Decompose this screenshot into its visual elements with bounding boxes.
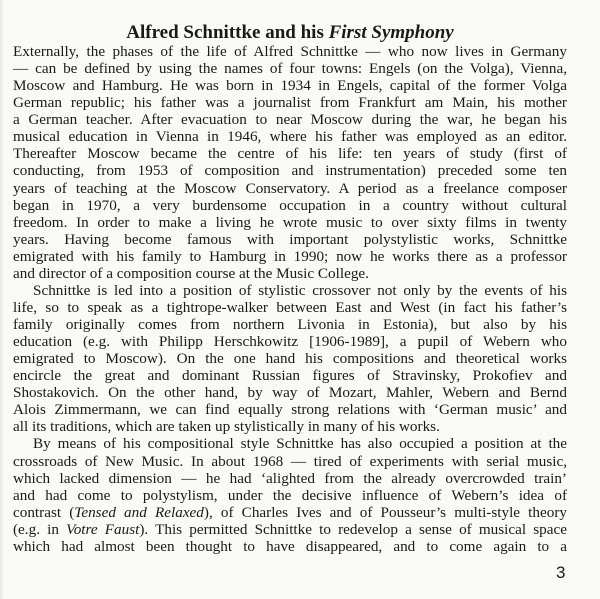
paragraph <box>13 435 567 554</box>
text-line <box>13 333 567 350</box>
text-segment: Moscow and Hamburg. He was born in 1934 in Engels, capital of the former Volga <box>13 77 567 95</box>
text-line <box>13 111 567 128</box>
text-line <box>13 384 567 401</box>
paragraph <box>13 43 567 282</box>
text-line <box>13 282 567 299</box>
text-segment: which lacked dimension — he had ‘alighted from the already overcrowded train’ <box>13 469 567 487</box>
page-edge-shadow <box>0 0 4 599</box>
text-segment: Alois Zimmermann, we can find equally strong relations with ‘German music’ and <box>13 401 567 419</box>
text-segment: Thereafter Moscow became the centre of his life: ten years of study (first of <box>13 145 567 163</box>
text-line <box>13 77 567 94</box>
text-segment: Schnittke is led into a position of stylistic crossover not only by the events of his <box>33 281 567 299</box>
text-segment: life, so to speak as a tightrope-walker between East and West (in fact his father’s <box>13 298 567 316</box>
title-main: Alfred Schnittke and his <box>126 22 329 43</box>
text-segment: a German teacher. After evacuation to near Moscow during the war, he began his <box>13 111 567 129</box>
text-segment: musical education in Vienna in 1946, where his father was employed as an editor. <box>13 128 567 146</box>
text-line <box>13 487 567 504</box>
text-line <box>13 367 567 384</box>
text-line <box>13 145 567 162</box>
text-line <box>13 401 567 418</box>
text-line <box>13 299 567 316</box>
text-segment: German republic; his father was a journalist from Frankfurt am Main, his mother <box>13 94 567 112</box>
page-title <box>0 22 580 44</box>
text-segment: all its traditions, which are taken up stylistically in many of his works. <box>13 418 440 436</box>
text-line <box>13 231 567 248</box>
text-line <box>13 197 567 214</box>
text-segment: emigrated to Moscow). On the one hand his compositions and theoretical works <box>13 350 567 368</box>
text-segment: (e.g. in <box>13 520 67 538</box>
text-segment: ). This permitted Schnittke to redevelop a sense of musical space <box>139 520 567 538</box>
text-line <box>13 504 567 521</box>
text-line <box>13 214 567 231</box>
text-line <box>13 350 567 367</box>
text-segment: began in 1970, a very burdensome occupation in a country without cultural <box>13 196 567 214</box>
text-line <box>13 180 567 197</box>
text-line <box>13 94 567 111</box>
text-segment: education (e.g. with Philipp Herschkowitz [1906-1989], a pupil of Webern who <box>13 333 567 351</box>
text-segment: ), of Charles Ives and of Pousseur’s multi-style theory <box>203 503 567 521</box>
text-segment: Externally, the phases of the life of Alfred Schnittke — who now lives in Germany <box>13 43 567 60</box>
text-segment: emigrated with his family to Hamburg in 1990; now he works there as a professor <box>13 247 567 265</box>
text-line <box>13 470 567 487</box>
text-segment: crossroads of New Music. In about 1968 — tired of experiments with serial music, <box>13 452 567 470</box>
title-italic: First Symphony <box>328 22 454 43</box>
text-line <box>13 538 567 555</box>
italic-title-text: Tensed and Relaxed <box>74 503 204 521</box>
text-line <box>13 265 567 282</box>
text-segment: which had almost been thought to have disappeared, and to come again to a <box>13 537 567 555</box>
text-line <box>13 43 567 60</box>
text-segment: Shostakovich. On the other hand, by way of Mozart, Mahler, Webern and Bernd <box>13 384 567 402</box>
text-line <box>13 521 567 538</box>
page-number: 3 <box>556 563 566 582</box>
text-segment: and had come to polystylism, under the decisive influence of Webern’s idea of <box>13 486 567 504</box>
text-segment: contrast ( <box>13 503 75 521</box>
text-segment: years of teaching at the Moscow Conservatory. A period as a freelance composer <box>13 179 567 197</box>
text-segment: freedom. In order to make a living he wrote music to over sixty films in twenty <box>13 213 567 231</box>
text-segment: By means of his compositional style Schnittke has also occupied a position at the <box>33 435 567 453</box>
text-line <box>13 128 567 145</box>
paragraph <box>13 282 567 436</box>
text-segment: years. Having become famous with important polystylistic works, Schnittke <box>13 230 567 248</box>
text-segment: family originally comes from northern Livonia in Estonia), but also by his <box>13 316 567 333</box>
text-line <box>13 162 567 179</box>
article-body <box>13 43 567 555</box>
text-segment: conducting, from 1953 of composition and instrumentation) preceded some ten <box>13 162 567 180</box>
text-line <box>13 418 567 435</box>
text-segment: — can be defined by using the names of four towns: Engels (on the Volga), Vienna, <box>13 60 567 78</box>
text-line <box>13 453 567 470</box>
text-line <box>13 435 567 452</box>
text-line <box>13 248 567 265</box>
text-line <box>13 316 567 333</box>
text-segment: and director of a composition course at the Music College. <box>13 264 369 282</box>
italic-title-text: Votre Faust <box>66 520 140 538</box>
text-segment: encircle the great and dominant Russian figures of Stravinsky, Prokofiev and <box>13 367 567 385</box>
text-line <box>13 60 567 77</box>
